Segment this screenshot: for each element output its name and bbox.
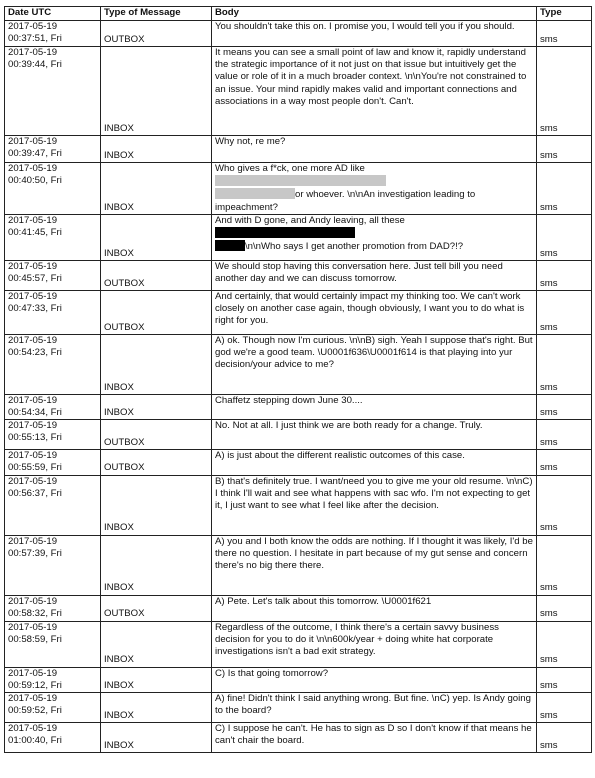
redaction-block bbox=[215, 175, 386, 186]
table-row bbox=[5, 595, 592, 621]
header-date-utc: Date UTC bbox=[5, 7, 101, 21]
table-row bbox=[5, 621, 592, 667]
cell-body bbox=[212, 136, 537, 163]
table-row bbox=[5, 394, 592, 419]
table-row bbox=[5, 290, 592, 334]
redaction-block bbox=[215, 188, 295, 199]
cell-date: 2017-05-19 00:59:52, Fri bbox=[5, 693, 101, 723]
body-text: And with D gone, and Andy leaving, all these bbox=[215, 214, 405, 226]
table-row bbox=[5, 667, 592, 692]
header-type: Type bbox=[537, 7, 592, 21]
cell-body bbox=[212, 260, 537, 290]
cell-body bbox=[212, 621, 537, 667]
cell-date: 2017-05-19 00:45:57, Fri bbox=[5, 260, 101, 290]
cell-date: 2017-05-19 00:41:45, Fri bbox=[5, 214, 101, 260]
body-text: No. Not at all. I just think we are both ready for a change. Truly. bbox=[215, 420, 483, 432]
cell-type: sms bbox=[537, 420, 592, 450]
cell-body bbox=[212, 21, 537, 47]
cell-body bbox=[212, 334, 537, 394]
cell-body bbox=[212, 475, 537, 535]
cell-message-type: OUTBOX bbox=[101, 420, 212, 450]
cell-date: 2017-05-19 00:59:12, Fri bbox=[5, 667, 101, 692]
cell-body bbox=[212, 420, 537, 450]
cell-message-type: INBOX bbox=[101, 394, 212, 419]
cell-message-type: INBOX bbox=[101, 136, 212, 163]
cell-message-type: INBOX bbox=[101, 214, 212, 260]
cell-date: 2017-05-19 00:58:32, Fri bbox=[5, 595, 101, 621]
body-text: Regardless of the outcome, I think there's a certain savvy business decision for you to do it \n\n600k/year + doing white hat corporate investigations isn't a bad exit strategy. bbox=[215, 621, 499, 658]
cell-type: sms bbox=[537, 621, 592, 667]
cell-body bbox=[212, 47, 537, 136]
cell-type: sms bbox=[537, 475, 592, 535]
body-text: C) Is that going tomorrow? bbox=[215, 667, 329, 679]
body-text: or whoever. \n\nAn investigation leading to impeachment? bbox=[215, 189, 476, 213]
body-text: Who gives a f*ck, one more AD like bbox=[215, 163, 365, 174]
cell-type: sms bbox=[537, 535, 592, 595]
cell-date: 2017-05-19 00:55:13, Fri bbox=[5, 420, 101, 450]
body-text: \n\nWho says I get another promotion from DAD?!? bbox=[245, 241, 464, 253]
table-row bbox=[5, 450, 592, 475]
body-text: A) you and I both know the odds are nothing. If I thought it was likely, I'd be there no question. I hesitate in part because of my gut sense and concern there's no big there there. bbox=[215, 535, 533, 572]
cell-message-type: OUTBOX bbox=[101, 260, 212, 290]
cell-type: sms bbox=[537, 595, 592, 621]
cell-date: 2017-05-19 00:40:50, Fri bbox=[5, 163, 101, 215]
cell-body bbox=[212, 163, 537, 215]
body-text: A) Pete. Let's talk about this tomorrow. \U0001f621 bbox=[215, 595, 432, 607]
table-row bbox=[5, 260, 592, 290]
cell-message-type: INBOX bbox=[101, 667, 212, 692]
cell-body bbox=[212, 723, 537, 753]
cell-type: sms bbox=[537, 47, 592, 136]
cell-body bbox=[212, 595, 537, 621]
cell-date: 2017-05-19 00:47:33, Fri bbox=[5, 290, 101, 334]
body-text: You shouldn't take this on. I promise you, I would tell you if you should. bbox=[215, 21, 515, 32]
cell-type: sms bbox=[537, 723, 592, 753]
cell-message-type: INBOX bbox=[101, 334, 212, 394]
cell-date: 2017-05-19 00:37:51, Fri bbox=[5, 21, 101, 47]
header-type-of-message: Type of Message bbox=[101, 7, 212, 21]
cell-date: 2017-05-19 00:39:47, Fri bbox=[5, 136, 101, 163]
cell-date: 2017-05-19 00:54:34, Fri bbox=[5, 394, 101, 419]
cell-body bbox=[212, 535, 537, 595]
cell-type: sms bbox=[537, 394, 592, 419]
cell-type: sms bbox=[537, 290, 592, 334]
cell-type: sms bbox=[537, 260, 592, 290]
table-row bbox=[5, 47, 592, 136]
body-text: It means you can see a small point of law and know it, rapidly understand the strategic importance of it not just on that issue but intuitively get the value or role of it in a much broader context. \n\nYou're not constrained to an issue. Your mind rapidly makes valid and important connections and associations in a way most people don't. Can't. bbox=[215, 47, 527, 107]
body-text: A) is just about the different realistic outcomes of this case. bbox=[215, 450, 465, 462]
cell-message-type: INBOX bbox=[101, 621, 212, 667]
cell-body bbox=[212, 394, 537, 419]
message-log-table bbox=[4, 6, 592, 753]
table-row bbox=[5, 723, 592, 753]
redaction-block bbox=[215, 240, 245, 251]
cell-type: sms bbox=[537, 214, 592, 260]
cell-type: sms bbox=[537, 136, 592, 163]
cell-message-type: INBOX bbox=[101, 475, 212, 535]
cell-type: sms bbox=[537, 693, 592, 723]
body-text: Why not, re me? bbox=[215, 136, 286, 147]
cell-message-type: OUTBOX bbox=[101, 290, 212, 334]
cell-type: sms bbox=[537, 21, 592, 47]
cell-message-type: INBOX bbox=[101, 723, 212, 753]
table-row bbox=[5, 535, 592, 595]
table-row bbox=[5, 21, 592, 47]
table-row bbox=[5, 136, 592, 163]
body-text: And certainly, that would certainly impact my thinking too. We can't work closely on another case again, though obviously, I want you to do what is right for you. bbox=[215, 290, 525, 327]
cell-message-type: INBOX bbox=[101, 47, 212, 136]
cell-body bbox=[212, 290, 537, 334]
table-row bbox=[5, 475, 592, 535]
cell-body bbox=[212, 214, 537, 260]
table-row bbox=[5, 420, 592, 450]
table-body bbox=[5, 21, 592, 753]
cell-type: sms bbox=[537, 334, 592, 394]
cell-date: 2017-05-19 00:55:59, Fri bbox=[5, 450, 101, 475]
cell-date: 2017-05-19 00:58:59, Fri bbox=[5, 621, 101, 667]
body-text: A) fine! Didn't think I said anything wrong. But fine. \nC) yep. Is Andy going to the board? bbox=[215, 693, 531, 717]
body-text: B) that's definitely true. I want/need you to give me your old resume. \n\nC) I think I'll wait and see what happens with sac wfo. I'm not expecting to get it, I just want to see what I feel like after the decision. bbox=[215, 475, 533, 512]
cell-body bbox=[212, 450, 537, 475]
table-row bbox=[5, 163, 592, 215]
body-text: A) ok. Though now I'm curious. \n\nB) sigh. Yeah I suppose that's right. But god we're a good team. \U0001f636\U0001f614 is that playing into yur decision/your advice to me? bbox=[215, 334, 533, 371]
header-body: Body bbox=[212, 7, 537, 21]
cell-message-type: INBOX bbox=[101, 163, 212, 215]
cell-date: 2017-05-19 00:39:44, Fri bbox=[5, 47, 101, 136]
cell-type: sms bbox=[537, 450, 592, 475]
table-row bbox=[5, 693, 592, 723]
cell-message-type: INBOX bbox=[101, 693, 212, 723]
cell-message-type: INBOX bbox=[101, 535, 212, 595]
cell-date: 2017-05-19 00:56:37, Fri bbox=[5, 475, 101, 535]
table-header-row bbox=[5, 7, 592, 21]
cell-date: 2017-05-19 01:00:40, Fri bbox=[5, 723, 101, 753]
cell-date: 2017-05-19 00:54:23, Fri bbox=[5, 334, 101, 394]
cell-type: sms bbox=[537, 163, 592, 215]
body-text: We should stop having this conversation here. Just tell bill you need another day and we can discuss tomorrow. bbox=[215, 260, 503, 285]
body-text: C) I suppose he can't. He has to sign as D so I don't know if that means he can't chair the board. bbox=[215, 723, 532, 747]
table-row bbox=[5, 214, 592, 260]
cell-date: 2017-05-19 00:57:39, Fri bbox=[5, 535, 101, 595]
body-text: Chaffetz stepping down June 30.... bbox=[215, 394, 363, 406]
cell-message-type: OUTBOX bbox=[101, 450, 212, 475]
cell-message-type: OUTBOX bbox=[101, 595, 212, 621]
cell-body bbox=[212, 667, 537, 692]
table-row bbox=[5, 334, 592, 394]
redaction-block bbox=[215, 227, 355, 238]
cell-body bbox=[212, 693, 537, 723]
cell-type: sms bbox=[537, 667, 592, 692]
cell-message-type: OUTBOX bbox=[101, 21, 212, 47]
